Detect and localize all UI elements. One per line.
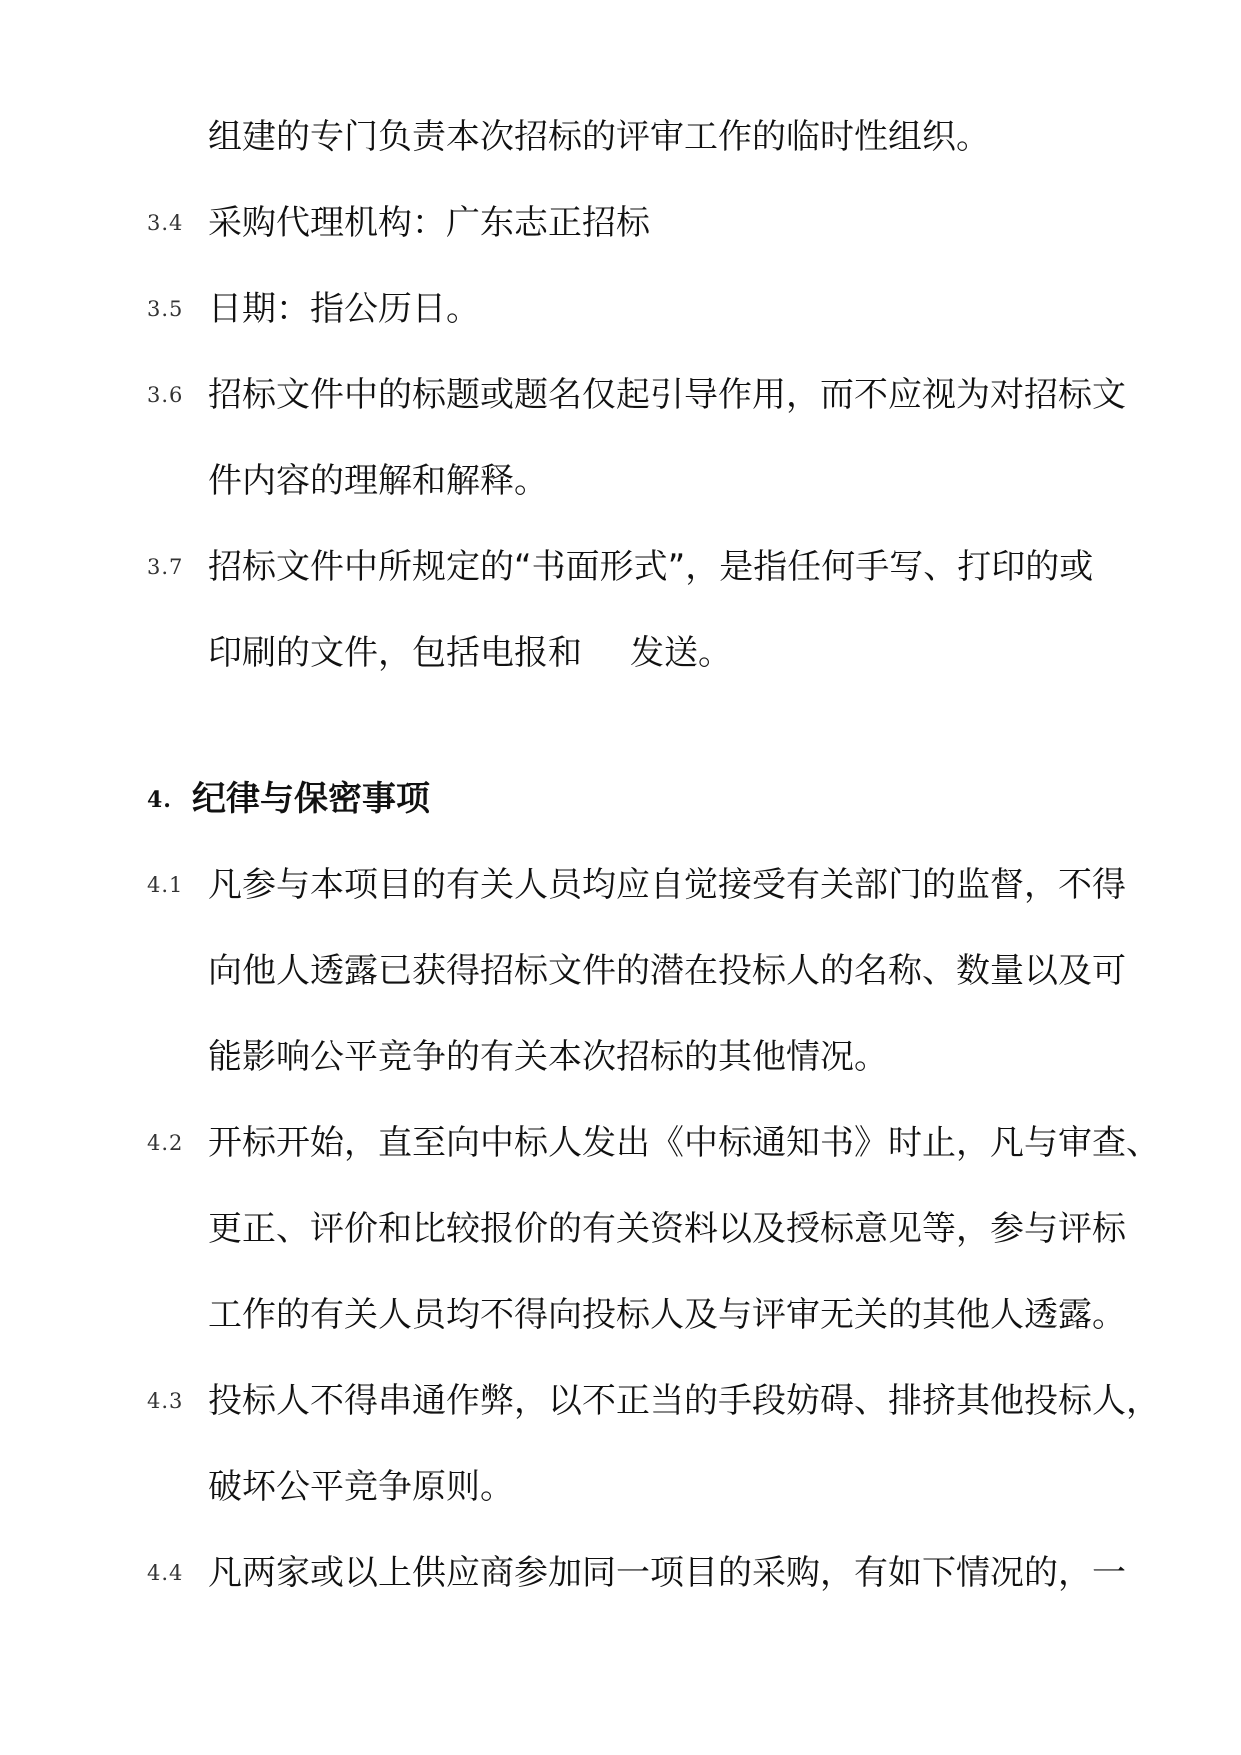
paragraph-text: 能影响公平竞争的有关本次招标的其他情况。 (208, 1037, 888, 1077)
clause-4-4 (0, 1545, 1241, 1605)
paragraph-text: 更正、评价和比较报价的有关资料以及授标意见等，参与评标 (208, 1209, 1126, 1249)
section-title: 纪律与保密事项 (192, 779, 430, 819)
clause-text: 凡两家或以上供应商参加同一项目的采购，有如下情况的，一 (208, 1553, 1126, 1593)
clause-text: 投标人不得串通作弊，以不正当的手段妨碍、排挤其他投标人， (208, 1381, 1160, 1421)
paragraph-text: 组建的专门负责本次招标的评审工作的临时性组织。 (208, 117, 990, 157)
paragraph-text: 件内容的理解和解释。 (208, 461, 548, 501)
clause-4-1 (0, 857, 1241, 917)
paragraph-line (0, 1287, 1241, 1347)
clause-text: 采购代理机构：广东志正招标 (208, 203, 650, 243)
clause-number: 3.5 (147, 297, 184, 321)
paragraph-text-part: 发送。 (630, 633, 732, 673)
clause-number: 3.7 (147, 555, 184, 579)
paragraph-line (0, 943, 1241, 1003)
clause-number: 4.1 (147, 873, 184, 897)
clause-4-3 (0, 1373, 1241, 1433)
clause-3-5 (0, 281, 1241, 341)
clause-4-2 (0, 1115, 1241, 1175)
paragraph-line (0, 1459, 1241, 1519)
clause-3-4 (0, 195, 1241, 255)
paragraph-text: 向他人透露已获得招标文件的潜在投标人的名称、数量以及可 (208, 951, 1126, 991)
clause-number: 3.4 (147, 211, 184, 235)
paragraph-line (0, 1029, 1241, 1089)
paragraph-line (0, 453, 1241, 513)
clause-text: 招标文件中的标题或题名仅起引导作用，而不应视为对招标文 (208, 375, 1126, 415)
clause-text: 开标开始，直至向中标人发出《中标通知书》时止，凡与审查、 (208, 1123, 1160, 1163)
paragraph-line (0, 625, 1241, 685)
section-heading (0, 771, 1241, 831)
clause-text: 日期：指公历日。 (208, 289, 480, 329)
clause-3-7 (0, 539, 1241, 599)
clause-number: 4.4 (147, 1561, 184, 1585)
paragraph-text-part: 印刷的文件，包括电报和 (208, 633, 582, 673)
clause-number: 4.3 (147, 1389, 184, 1413)
paragraph-line (0, 1201, 1241, 1261)
paragraph-text (208, 631, 732, 675)
section-number: 4. (147, 787, 172, 813)
paragraph-text: 工作的有关人员均不得向投标人及与评审无关的其他人透露。 (208, 1295, 1126, 1335)
clause-3-6 (0, 367, 1241, 427)
paragraph-line (0, 109, 1241, 169)
clause-text: 凡参与本项目的有关人员均应自觉接受有关部门的监督，不得 (208, 865, 1126, 905)
clause-number: 4.2 (147, 1131, 184, 1155)
clause-text: 招标文件中所规定的“书面形式”，是指任何手写、打印的或 (208, 547, 1094, 587)
paragraph-text: 破坏公平竞争原则。 (208, 1467, 514, 1507)
clause-number: 3.6 (147, 383, 184, 407)
